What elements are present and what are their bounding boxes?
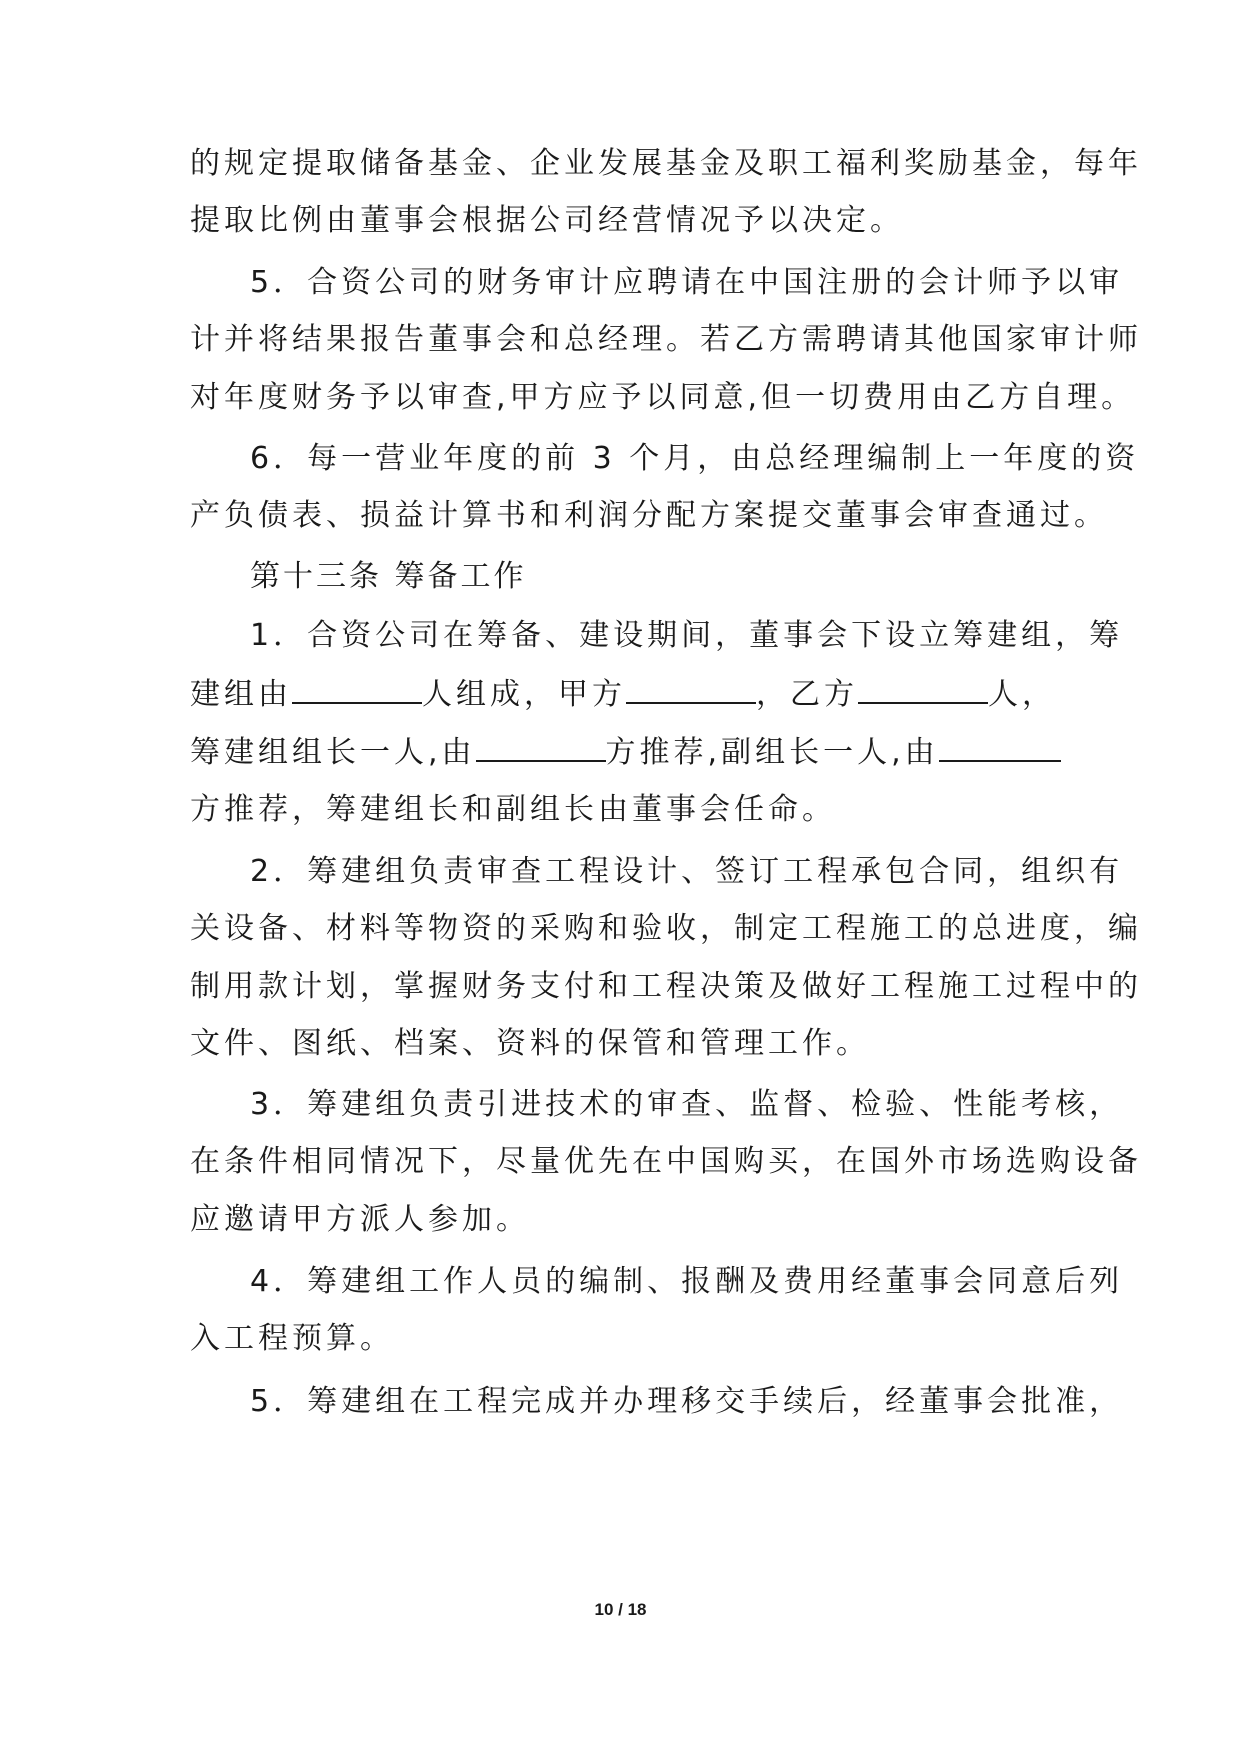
text-line: 制用款计划，掌握财务支付和工程决策及做好工程施工过程中的 (190, 969, 1142, 1004)
text-fragment: 方推荐,副组长一人,由 (605, 735, 939, 770)
text-line: 的规定提取储备基金、企业发展基金及职工福利奖励基金，每年 (190, 146, 1142, 181)
blank-field[interactable] (292, 672, 422, 704)
text-fragment: ，乙方 (756, 677, 858, 712)
blank-field[interactable] (626, 672, 756, 704)
text-line: 入工程预算。 (190, 1321, 394, 1356)
text-line: 3．筹建组负责引进技术的审查、监督、检验、性能考核， (250, 1087, 1124, 1122)
text-fragment: 建组由 (190, 677, 292, 712)
text-line: 方推荐，筹建组长和副组长由董事会任命。 (190, 792, 836, 827)
text-line: 6．每一营业年度的前 3 个月，由总经理编制上一年度的资 (250, 441, 1140, 476)
blank-field[interactable] (476, 730, 606, 762)
blank-field[interactable] (858, 672, 988, 704)
text-line: 产负债表、损益计算书和利润分配方案提交董事会审查通过。 (190, 498, 1108, 533)
text-fragment: 筹建组组长一人,由 (190, 735, 476, 770)
page-number: 10 / 18 (594, 1600, 647, 1619)
text-line: 4．筹建组工作人员的编制、报酬及费用经董事会同意后列 (250, 1264, 1124, 1299)
section-heading: 第十三条 筹备工作 (250, 559, 527, 594)
text-line: 文件、图纸、档案、资料的保管和管理工作。 (190, 1026, 870, 1061)
text-line: 在条件相同情况下，尽量优先在中国购买，在国外市场选购设备 (190, 1144, 1142, 1179)
text-line: 2．筹建组负责审查工程设计、签订工程承包合同，组织有 (250, 854, 1124, 889)
text-line: 5．筹建组在工程完成并办理移交手续后，经董事会批准， (250, 1384, 1124, 1419)
text-line: 应邀请甲方派人参加。 (190, 1202, 530, 1237)
text-fragment: 人组成，甲方 (422, 677, 626, 712)
text-line: 关设备、材料等物资的采购和验收，制定工程施工的总进度，编 (190, 911, 1142, 946)
text-fragment: 人， (988, 677, 1056, 712)
fill-in-line (190, 672, 1056, 716)
blank-field[interactable] (939, 730, 1061, 762)
text-line: 5．合资公司的财务审计应聘请在中国注册的会计师予以审 (250, 265, 1124, 300)
text-line: 1．合资公司在筹备、建设期间，董事会下设立筹建组，筹 (250, 618, 1124, 653)
text-line: 提取比例由董事会根据公司经营情况予以决定。 (190, 203, 904, 238)
fill-in-line (190, 730, 1050, 774)
text-line: 计并将结果报告董事会和总经理。若乙方需聘请其他国家审计师 (190, 322, 1142, 357)
text-line: 对年度财务予以审查,甲方应予以同意,但一切费用由乙方自理。 (190, 380, 1136, 415)
